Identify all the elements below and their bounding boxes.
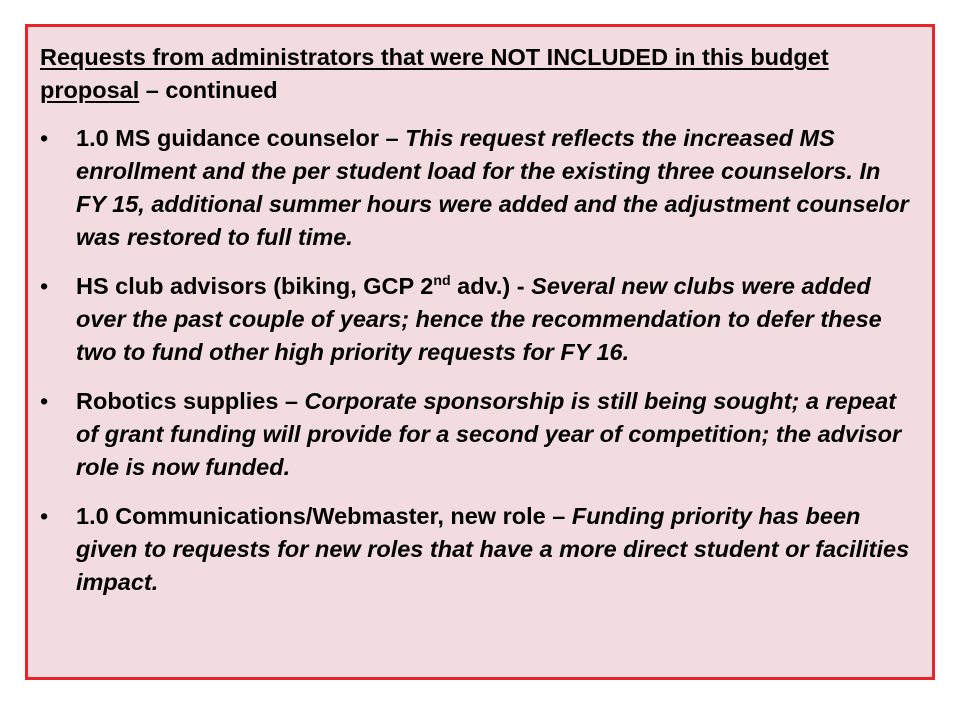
- bullet-icon: •: [40, 273, 49, 299]
- list-item-ms-guidance-counselor: [40, 122, 912, 254]
- list-item-communications-webmaster: [40, 500, 912, 599]
- item-detail-text: Several new clubs were added over the past couple of years; hence the recommendation to defer these two to fund other high priority requests for FY 16.: [76, 273, 882, 365]
- bullet-icon: •: [40, 125, 49, 151]
- item-detail-text: Corporate sponsorship is still being sought; a repeat of grant funding will provide for a second year of competition; the advisor role is now funded.: [76, 388, 902, 480]
- bullet-icon: •: [40, 388, 49, 414]
- item-detail-text: Funding priority has been given to requests for new roles that have a more direct student or facilities impact.: [76, 503, 910, 595]
- item-detail-text: This request reflects the increased MS enrollment and the per student load for the existing three counselors. In FY 15, additional summer hours were added and the adjustment counselor was restored to full time.: [76, 125, 909, 250]
- item-lead-text-continued: adv.) -: [450, 273, 532, 299]
- heading-underlined-text: Requests from administrators that were NOT INCLUDED in this budget proposal: [40, 44, 829, 103]
- item-lead-text: 1.0 Communications/Webmaster, new role –: [76, 503, 572, 529]
- list-item-hs-club-advisors: [40, 270, 912, 369]
- slide-heading: [40, 41, 912, 107]
- item-lead-text: Robotics supplies –: [76, 388, 305, 414]
- item-lead-text: HS club advisors (biking, GCP 2: [76, 273, 434, 299]
- bullet-icon: •: [40, 503, 49, 529]
- heading-suffix-text: – continued: [139, 77, 278, 103]
- item-lead-text: 1.0 MS guidance counselor –: [76, 125, 406, 151]
- item-lead-superscript: nd: [433, 272, 451, 289]
- request-list: [40, 122, 912, 599]
- list-item-robotics-supplies: [40, 385, 912, 484]
- slide-content-box: [25, 24, 935, 680]
